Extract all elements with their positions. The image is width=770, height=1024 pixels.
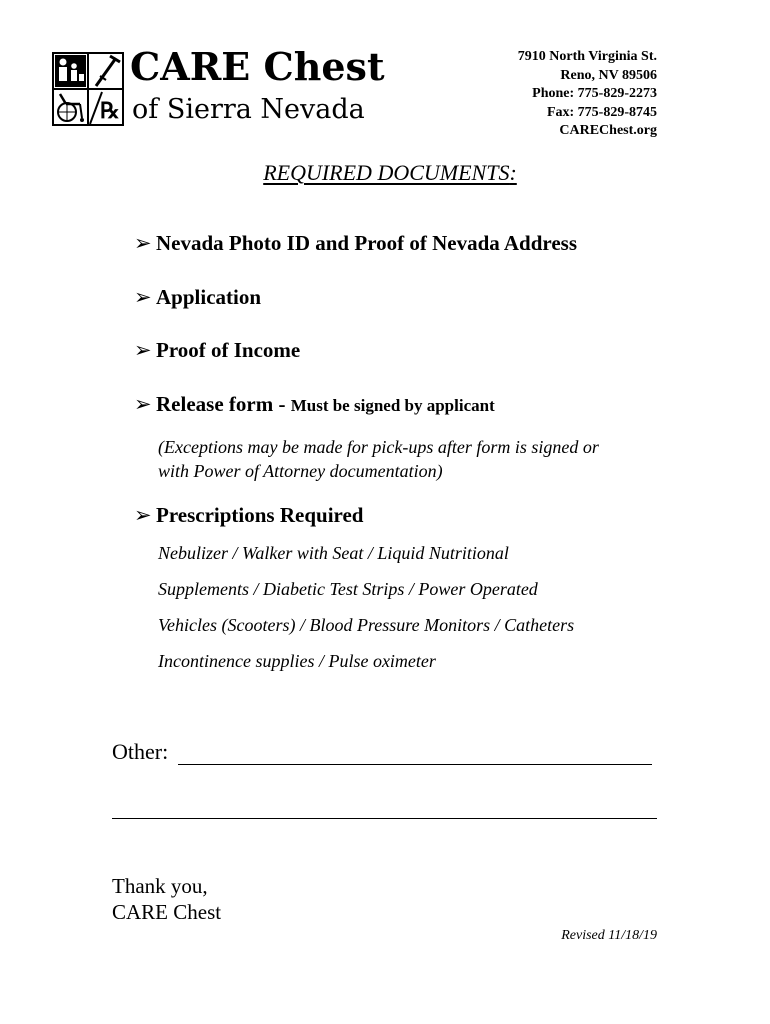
page-heading-colon: : <box>509 160 517 185</box>
requirement-item-prescriptions <box>134 505 363 526</box>
arrow-bullet-icon: ➢ <box>134 285 152 309</box>
arrow-bullet-icon: ➢ <box>134 338 152 362</box>
page-heading <box>0 160 770 186</box>
prescription-line-4: Incontinence supplies / Pulse oximeter <box>158 651 436 671</box>
other-fill-line[interactable] <box>178 764 652 765</box>
prescription-line-2: Supplements / Diabetic Test Strips / Power Operated <box>158 579 538 599</box>
requirement-item-proof-of-income <box>134 340 300 361</box>
organization-subtitle: of Sierra Nevada <box>132 94 365 125</box>
care-chest-logo-icon <box>52 52 124 126</box>
requirement-label: Application <box>156 285 262 309</box>
requirement-item-photo-id <box>134 233 577 254</box>
arrow-bullet-icon: ➢ <box>134 503 152 527</box>
requirement-label: Release form <box>156 392 274 416</box>
requirement-item-release-form <box>134 394 495 415</box>
requirement-label: Prescriptions Required <box>156 503 364 527</box>
address-city: Reno, NV 89506 <box>560 67 657 83</box>
prescription-line-1: Nebulizer / Walker with Seat / Liquid Nutritional <box>158 543 509 563</box>
exceptions-line-2: with Power of Attorney documentation) <box>158 461 443 481</box>
requirement-label: Nevada Photo ID and Proof of Nevada Address <box>156 231 578 255</box>
other-fill-line-2[interactable] <box>112 818 657 819</box>
requirement-item-application <box>134 287 261 308</box>
requirement-separator: - <box>273 392 291 416</box>
other-label: Other: <box>112 739 169 764</box>
requirement-note: Must be signed by applicant <box>290 396 495 415</box>
closing-signature: CARE Chest <box>112 900 222 924</box>
closing-thank-you: Thank you, <box>112 874 208 898</box>
prescription-line-3: Vehicles (Scooters) / Blood Pressure Monitors / Catheters <box>158 615 575 635</box>
requirement-label: Proof of Income <box>156 338 301 362</box>
address-street: 7910 North Virginia St. <box>517 49 657 64</box>
address-block <box>518 48 657 141</box>
revised-date: Revised 11/18/19 <box>561 928 657 943</box>
address-phone: Phone: 775-829-2273 <box>532 86 657 101</box>
organization-name: CARE Chest <box>130 44 385 89</box>
arrow-bullet-icon: ➢ <box>134 231 152 255</box>
exceptions-line-1: (Exceptions may be made for pick-ups after form is signed or <box>158 437 599 457</box>
arrow-bullet-icon: ➢ <box>134 392 152 416</box>
address-fax: Fax: 775-829-8745 <box>546 104 657 120</box>
page-heading-text: REQUIRED DOCUMENTS <box>263 160 510 185</box>
rx-symbol: ℞ <box>100 98 120 124</box>
address-website: CAREChest.org <box>559 123 657 138</box>
